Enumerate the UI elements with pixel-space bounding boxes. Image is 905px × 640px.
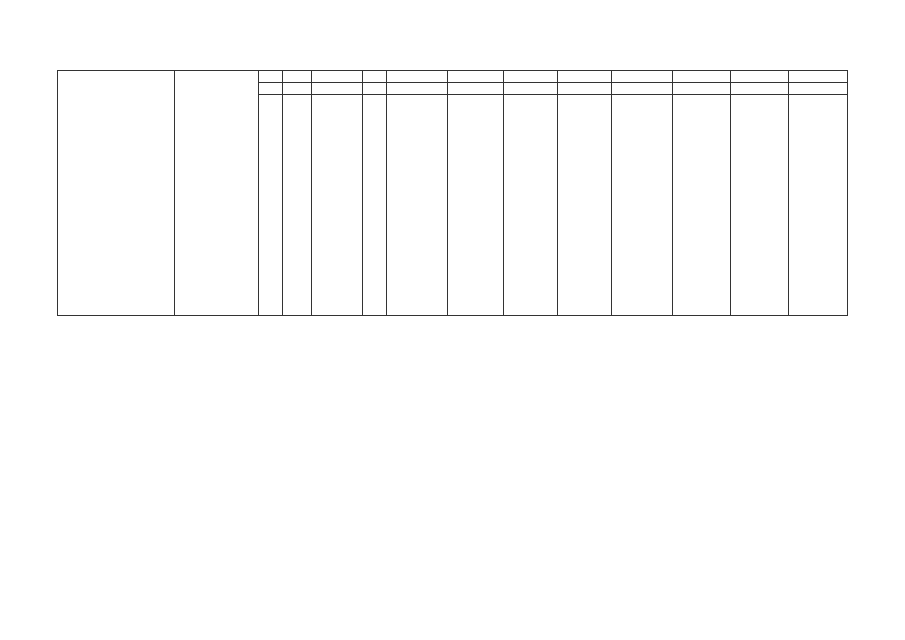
- table-row: [58, 71, 848, 83]
- table1-measure-8-3: [58, 71, 848, 316]
- program-table-part1: [57, 70, 848, 316]
- measure-name: [58, 71, 175, 316]
- measure-executor: [175, 71, 259, 316]
